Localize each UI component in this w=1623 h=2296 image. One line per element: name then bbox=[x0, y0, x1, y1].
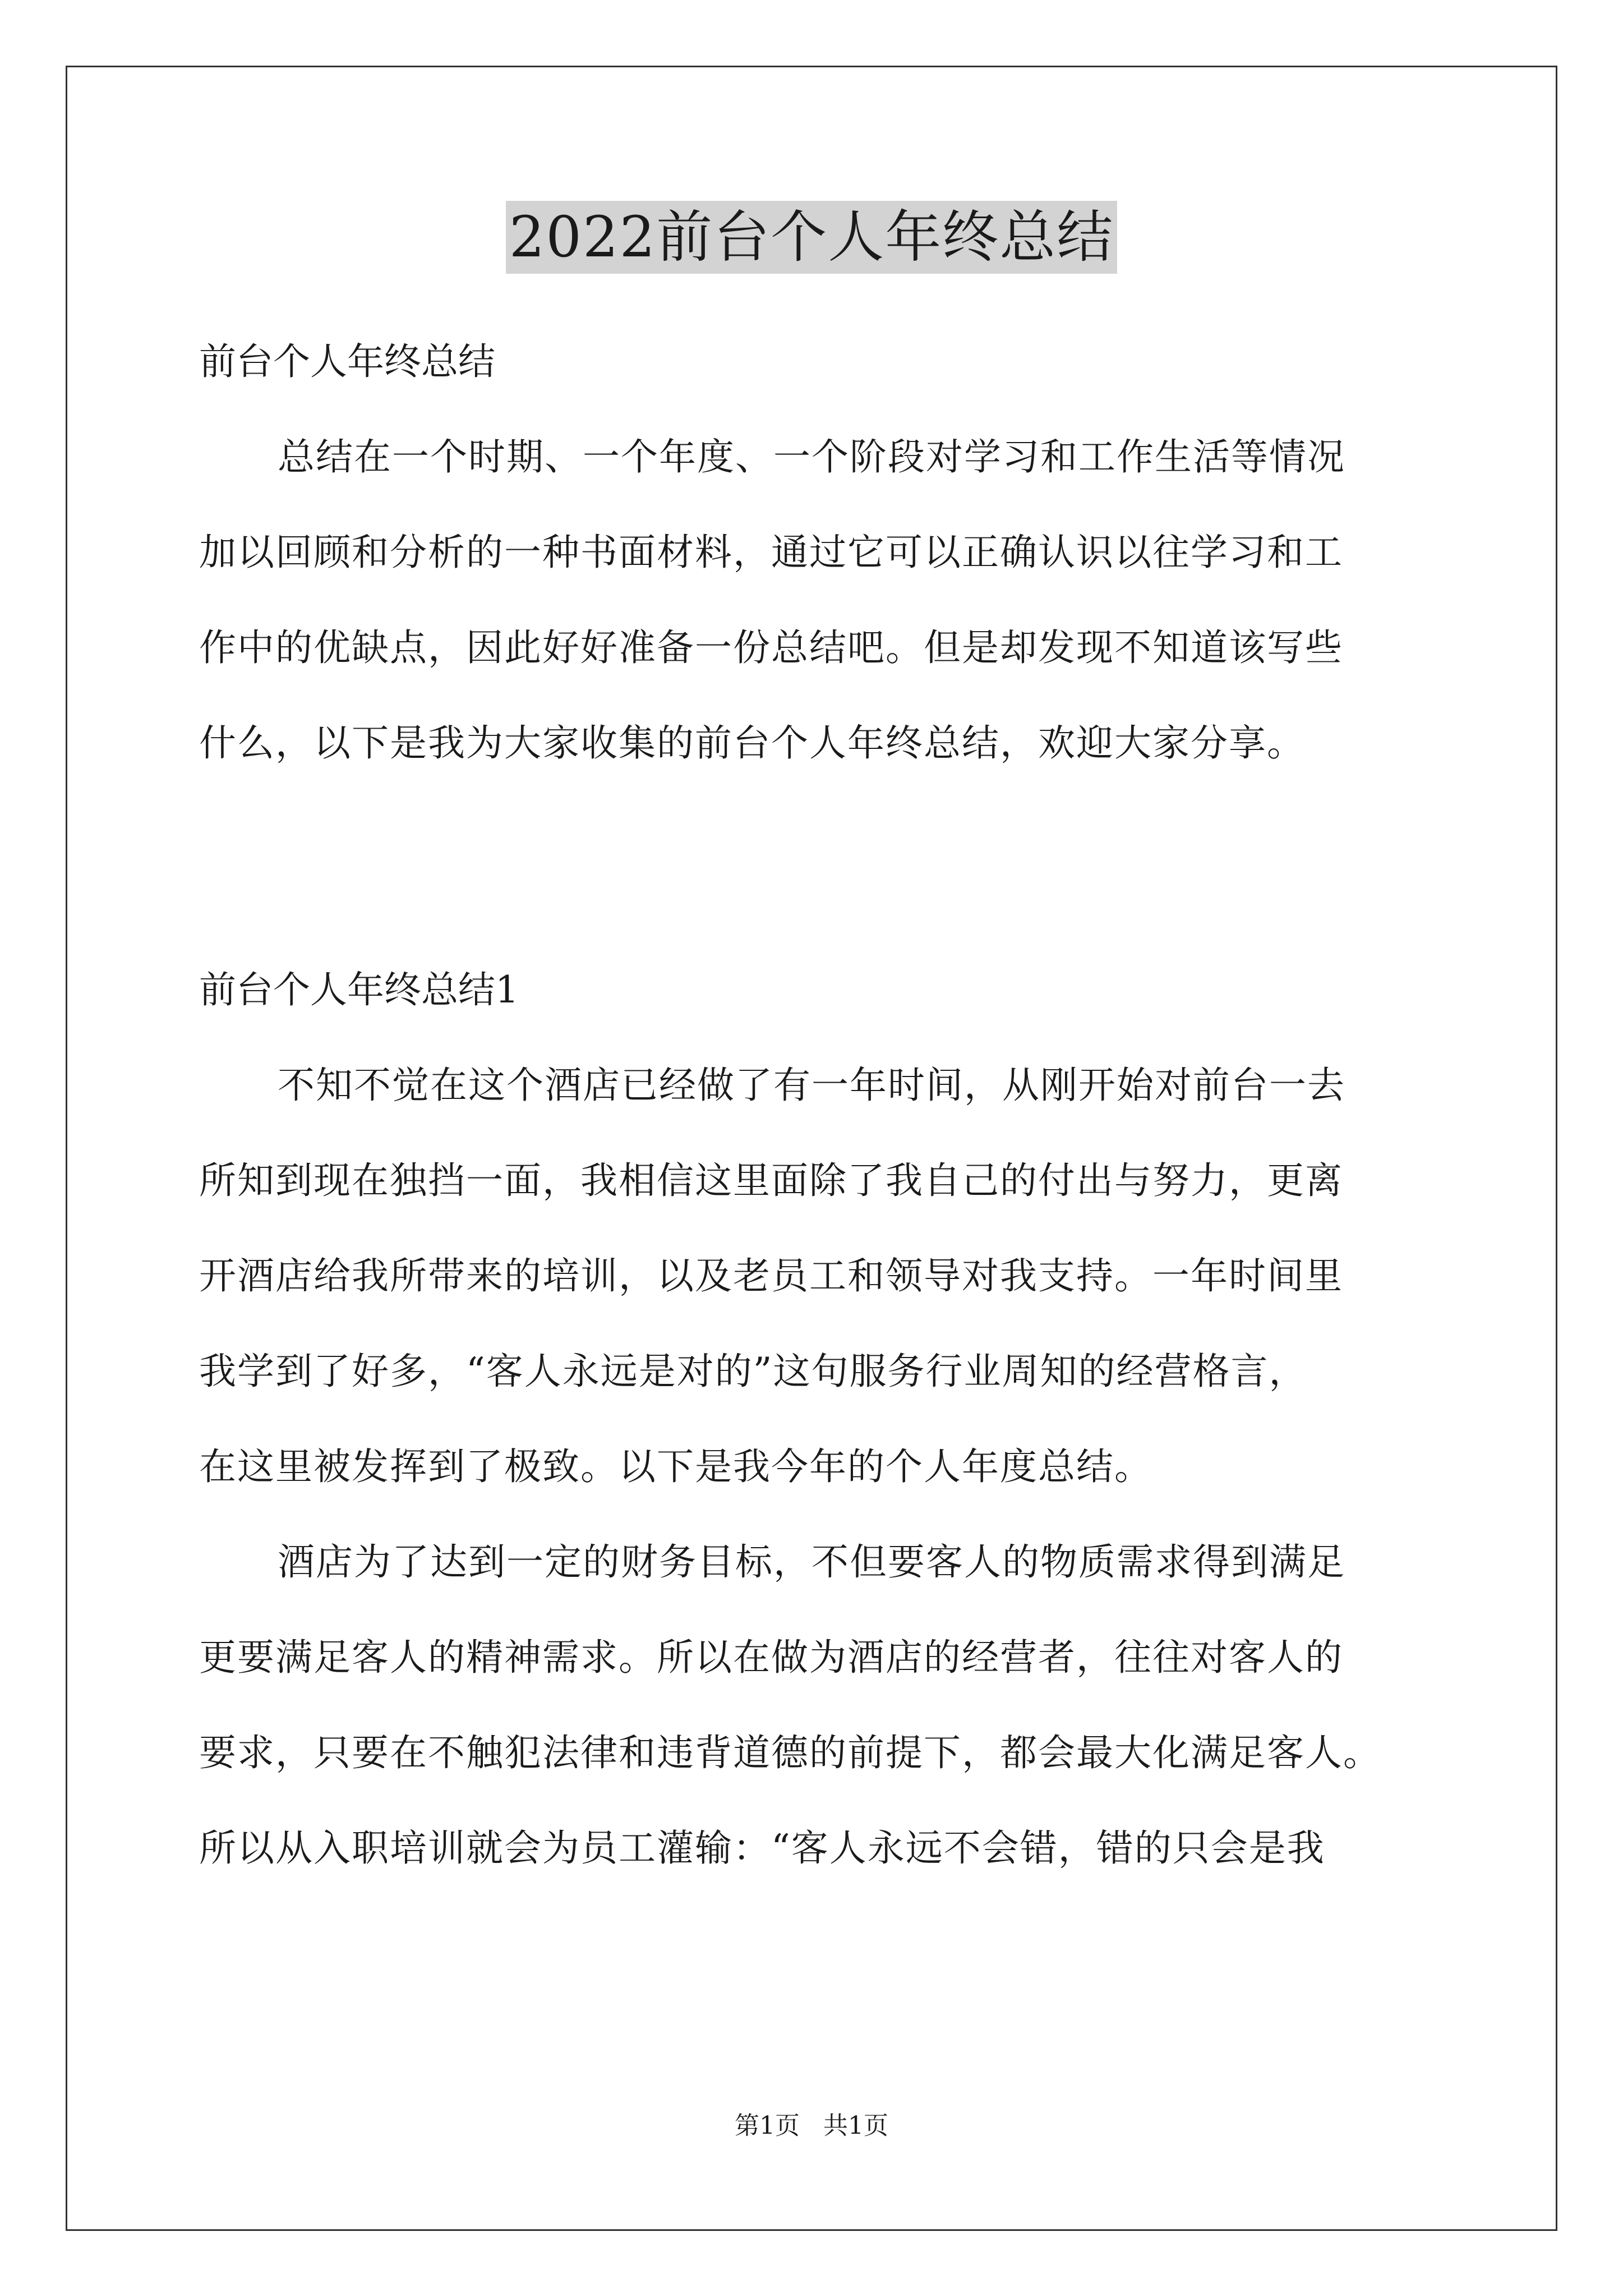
paragraph-line: 要求，只要在不触犯法律和违背道德的前提下，都会最大化满足客人。 bbox=[199, 1731, 1381, 1774]
intro-paragraph bbox=[199, 409, 1427, 791]
page-footer: 第1页 共1页 bbox=[735, 2111, 888, 2140]
document-body bbox=[199, 314, 1427, 1896]
paragraph-line: 不知不觉在这个酒店已经做了有一年时间，从刚开始对前台一去 bbox=[278, 1064, 1345, 1107]
paragraph-line: 开酒店给我所带来的培训，以及老员工和领导对我支持。一年时间里 bbox=[199, 1254, 1343, 1297]
paragraph-line: 所以从入职培训就会为员工灌输：“客人永远不会错，错的只会是我 bbox=[199, 1826, 1325, 1870]
paragraph-line: 更要满足客人的精神需求。所以在做为酒店的经营者，往往对客人的 bbox=[199, 1636, 1343, 1679]
paragraph-line: 所知到现在独挡一面，我相信这里面除了我自己的付出与努力，更离 bbox=[199, 1159, 1343, 1202]
document-title: 2022前台个人年终总结 bbox=[506, 201, 1118, 274]
paragraph-line: 总结在一个时期、一个年度、一个阶段对学习和工作生活等情况 bbox=[278, 435, 1345, 478]
section1-paragraph-1 bbox=[199, 1038, 1427, 1515]
section1-heading: 前台个人年终总结1 bbox=[199, 968, 519, 1011]
paragraph-line: 在这里被发挥到了极致。以下是我今年的个人年度总结。 bbox=[199, 1445, 1152, 1488]
title-container bbox=[0, 201, 1623, 274]
intro-heading: 前台个人年终总结 bbox=[199, 340, 495, 383]
paragraph-line: 作中的优缺点，因此好好准备一份总结吧。但是却发现不知道该写些 bbox=[199, 626, 1343, 669]
section1-paragraph-2 bbox=[199, 1515, 1427, 1896]
paragraph-line: 什么，以下是我为大家收集的前台个人年终总结，欢迎大家分享。 bbox=[199, 721, 1305, 765]
paragraph-line: 酒店为了达到一定的财务目标，不但要客人的物质需求得到满足 bbox=[278, 1540, 1345, 1584]
section-gap bbox=[199, 791, 1427, 942]
paragraph-line: 我学到了好多，“客人永远是对的”这句服务行业周知的经营格言， bbox=[199, 1350, 1307, 1393]
paragraph-line: 加以回顾和分析的一种书面材料，通过它可以正确认识以往学习和工 bbox=[199, 531, 1343, 574]
